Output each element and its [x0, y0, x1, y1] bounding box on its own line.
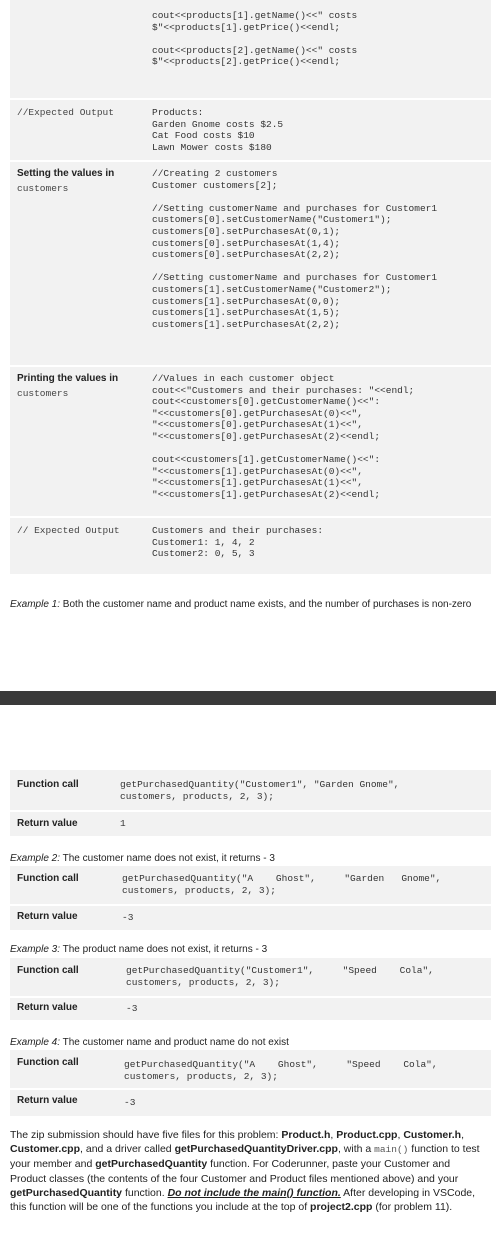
text: , with a — [337, 1143, 375, 1156]
function-call-code: getPurchasedQuantity("Customer1", "Garden Gnome", customers, products, 2, 3); — [120, 779, 400, 802]
text: The zip submission should have five files for this problem: — [10, 1129, 282, 1141]
row-label: // Expected Output — [17, 525, 120, 536]
page-divider — [0, 691, 496, 705]
code-block: Products: Garden Gnome costs $2.5 Cat Food costs $10 Lawn Mower costs $180 — [152, 107, 284, 153]
file-name: getPurchasedQuantityDriver.cpp — [174, 1143, 338, 1156]
example-3-return-row — [10, 998, 491, 1020]
function-call-code: getPurchasedQuantity("Customer1", "Speed Cola", customers, products, 2, 3); — [126, 965, 434, 988]
function-call-label: Function call — [17, 779, 79, 790]
example-4-return-row — [10, 1090, 491, 1116]
example-4-function-call-row — [10, 1050, 491, 1088]
example-prefix: Example 3: — [10, 944, 61, 955]
code-row-expected-output-2 — [10, 518, 491, 574]
example-prefix: Example 4: — [10, 1037, 61, 1048]
example-text: The customer name does not exist, it returns - 3 — [60, 853, 275, 864]
example-prefix: Example 1: — [10, 599, 61, 610]
file-name: Product.cpp — [336, 1129, 398, 1141]
example-1-caption — [10, 598, 482, 612]
code-row-setting-values — [10, 162, 491, 365]
code-block: cout<<products[1].getName()<<" costs $"<<products[1].getPrice()<<endl; cout<<products[2].getName()<<" costs $"<<products[2].getPrice()<<endl; — [152, 10, 358, 68]
instructions-paragraph — [10, 1128, 482, 1214]
return-value: -3 — [122, 912, 134, 923]
return-value-label: Return value — [17, 1095, 78, 1106]
row-sublabel: customers — [17, 388, 69, 399]
example-3-caption — [10, 944, 267, 955]
function-name: getPurchasedQuantity — [10, 1186, 123, 1199]
example-text: The product name does not exist, it returns - 3 — [60, 944, 268, 955]
return-value: -3 — [126, 1003, 138, 1014]
example-4-caption — [10, 1037, 289, 1048]
row-sublabel: customers — [17, 183, 69, 194]
code-inline: main() — [374, 1144, 409, 1156]
row-label: Printing the values in — [17, 373, 119, 384]
file-name: Customer.h — [403, 1129, 462, 1141]
code-row-printing-values — [10, 367, 491, 516]
function-call-code: getPurchasedQuantity("A Ghost", "Speed Cola", customers, products, 2, 3); — [124, 1059, 438, 1082]
function-call-code: getPurchasedQuantity("A Ghost", "Garden Gnome", customers, products, 2, 3); — [122, 873, 442, 896]
text: function. — [122, 1186, 168, 1199]
example-2-function-call-row — [10, 866, 491, 904]
row-label: //Expected Output — [17, 107, 114, 118]
text: After developing in VSCode, this function will be one of the functions you include at the top of — [10, 1186, 476, 1214]
text: function to test your member and — [10, 1143, 480, 1171]
text: , — [397, 1129, 404, 1141]
code-block: Customers and their purchases: Customer1: 1, 4, 2 Customer2: 0, 5, 3 — [152, 525, 324, 560]
return-value: 1 — [120, 818, 126, 829]
function-call-label: Function call — [17, 873, 79, 884]
return-value-label: Return value — [17, 1002, 78, 1013]
return-value-label: Return value — [17, 818, 78, 829]
row-label: Setting the values in — [17, 168, 115, 179]
code-block: //Creating 2 customers Customer customers[2]; //Setting customerName and purchases for Customer1 customers[0].setCustomerName("Customer1"); customers[0].setPurchasesAt(0,1); customers[0].setPurchasesAt(1,4); customers[0].setPurchasesAt(2,2); //Setting customerName and purchases for Customer1 customers[1].setCustomerName("Customer2"); customers[1].setPurchasesAt(0,0); customers[1].setPurchasesAt(1,5); customers[1].setPurchasesAt(2,2); — [152, 168, 438, 330]
text: (for problem 11). — [372, 1201, 453, 1214]
function-call-label: Function call — [17, 965, 79, 976]
text: , — [461, 1129, 465, 1141]
example-prefix: Example 2: — [10, 853, 61, 864]
example-2-return-row — [10, 906, 491, 930]
code-row-cout — [10, 0, 491, 98]
example-1-function-call-row — [10, 770, 491, 810]
example-2-caption — [10, 853, 275, 864]
code-block: //Values in each customer object cout<<"Customers and their purchases: "<<endl; cout<<customers[0].getCustomerName()<<": "<<customers[0].getPurchasesAt(0)<<", "<<customers[0].getPurchasesAt(1)<<", "<<customers[0].getPurchasesAt(2)<<endl; cout<<customers[1].getCustomerName()<<": "<<customers[1].getPurchasesAt(0)<<", "<<customers[1].getPurchasesAt(1)<<", "<<customers[1].getPurchasesAt(2)<<endl; — [152, 373, 415, 500]
text: , — [330, 1129, 337, 1141]
code-row-expected-output-1 — [10, 100, 491, 160]
text: function. For Coderunner, paste your Customer and Product classes (the contents of the four Customer and Product files mentioned above) and your — [10, 1158, 459, 1185]
warning-text: Do not include the main() function. — [167, 1186, 341, 1199]
return-value: -3 — [124, 1097, 136, 1108]
file-name: Customer.cpp — [10, 1143, 81, 1156]
example-text: Both the customer name and product name exists, and the number of purchases is non-zero — [60, 599, 472, 610]
example-1-return-row — [10, 812, 491, 836]
example-3-function-call-row — [10, 958, 491, 996]
text: , and a driver called — [80, 1143, 175, 1156]
function-call-label: Function call — [17, 1057, 79, 1068]
file-name: Product.h — [281, 1129, 331, 1141]
function-name: getPurchasedQuantity — [95, 1158, 208, 1171]
example-text: The customer name and product name do not exist — [60, 1037, 289, 1048]
file-name: project2.cpp — [310, 1201, 373, 1214]
return-value-label: Return value — [17, 911, 78, 922]
